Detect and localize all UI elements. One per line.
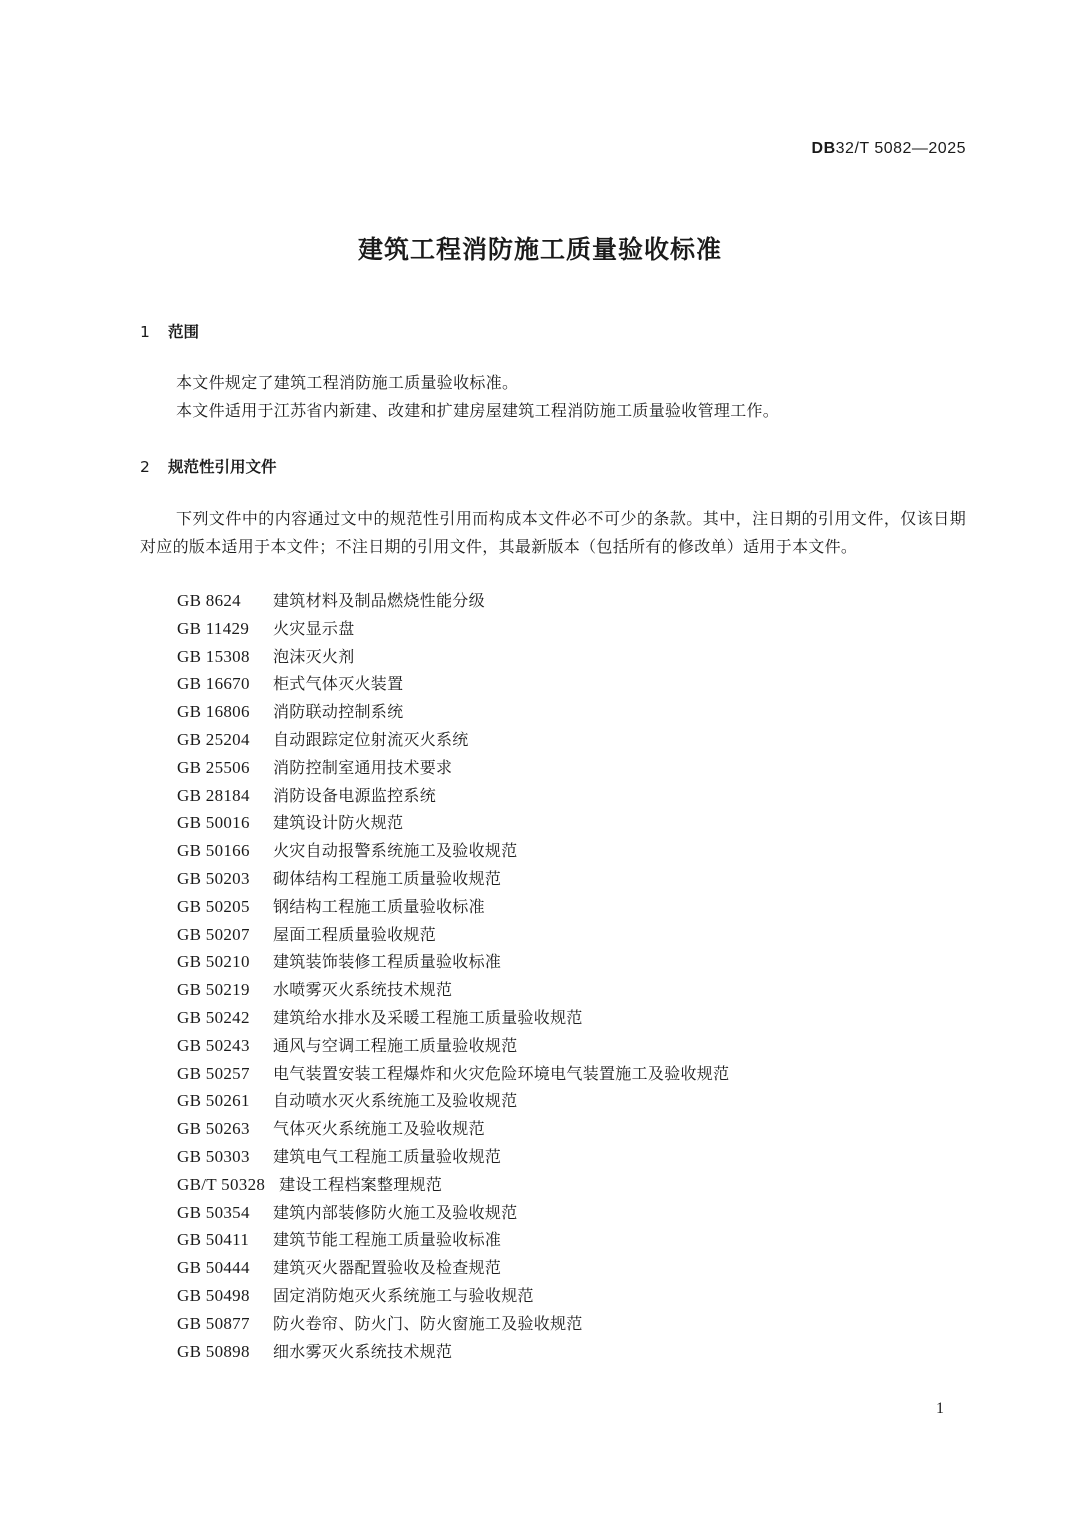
reference-code: GB 50261: [177, 1091, 250, 1111]
reference-title: 建设工程档案整理规范: [279, 1174, 443, 1194]
reference-title: 建筑电气工程施工质量验收规范: [273, 1146, 502, 1166]
reference-code: GB 8624: [177, 591, 241, 610]
reference-item: [177, 754, 729, 782]
reference-code: GB 25204: [177, 729, 250, 749]
reference-title: 建筑给水排水及采暖工程施工质量验收规范: [273, 1007, 583, 1027]
section-heading-normative-references: [140, 455, 277, 477]
reference-item: [177, 1115, 729, 1143]
reference-item: [177, 1282, 729, 1310]
reference-code: GB/T 50328: [177, 1174, 266, 1194]
reference-code: GB 50242: [177, 1007, 250, 1027]
reference-title: 建筑内部装修防火施工及验收规范: [273, 1202, 518, 1222]
page-number: 1: [936, 1400, 944, 1417]
reference-item: [177, 1338, 729, 1366]
reference-item: [177, 782, 729, 810]
reference-item: [177, 726, 729, 754]
reference-title: 固定消防炮灭火系统施工与验收规范: [273, 1285, 534, 1305]
reference-item: [177, 1087, 729, 1115]
reference-item: [177, 1060, 729, 1088]
reference-title: 消防控制室通用技术要求: [273, 757, 453, 777]
document-title: 建筑工程消防施工质量验收标准: [357, 235, 722, 264]
standard-code-prefix: DB: [811, 140, 836, 157]
reference-title: 建筑装饰装修工程质量验收标准: [273, 952, 502, 972]
section-title: 范围: [168, 323, 200, 341]
reference-item: [177, 865, 729, 893]
reference-code: GB 50257: [177, 1063, 250, 1083]
reference-code: GB 50411: [177, 1230, 250, 1250]
reference-title: 钢结构工程施工质量验收标准: [273, 896, 485, 916]
reference-item: [177, 893, 729, 921]
reference-code: GB 50354: [177, 1202, 250, 1222]
reference-code: GB 50207: [177, 924, 250, 944]
reference-title: 火灾自动报警系统施工及验收规范: [273, 841, 518, 861]
reference-code: GB 50877: [177, 1313, 250, 1333]
reference-item: [177, 1032, 729, 1060]
reference-code: GB 50444: [177, 1258, 250, 1278]
section-heading-scope: [140, 320, 199, 342]
reference-item: [177, 1310, 729, 1338]
reference-item: [177, 698, 729, 726]
reference-title: 电气装置安装工程爆炸和火灾危险环境电气装置施工及验收规范: [273, 1063, 730, 1083]
reference-code: GB 11429: [177, 618, 250, 638]
reference-code: GB 50898: [177, 1341, 250, 1361]
reference-item: [177, 921, 729, 949]
reference-title: 建筑节能工程施工质量验收标准: [273, 1230, 502, 1250]
reference-title: 屋面工程质量验收规范: [273, 924, 437, 944]
reference-title: 自动喷水灭火系统施工及验收规范: [273, 1091, 518, 1111]
reference-item: [177, 643, 729, 671]
reference-title: 通风与空调工程施工质量验收规范: [273, 1035, 518, 1055]
reference-title: 泡沫灭火剂: [273, 646, 355, 666]
reference-code: GB 50498: [177, 1285, 250, 1305]
reference-item: [177, 670, 729, 698]
reference-code: GB 28184: [177, 785, 250, 805]
reference-item: [177, 1254, 729, 1282]
reference-item: [177, 948, 729, 976]
reference-title: 自动跟踪定位射流灭火系统: [273, 729, 469, 749]
reference-code: GB 50203: [177, 868, 250, 888]
reference-code: GB 50219: [177, 980, 250, 1000]
reference-item: [177, 1226, 729, 1254]
reference-title: 防火卷帘、防火门、防火窗施工及验收规范: [273, 1313, 583, 1333]
reference-item: [177, 809, 729, 837]
reference-title: 消防设备电源监控系统: [273, 785, 437, 805]
standard-code: [812, 140, 966, 158]
reference-code: GB 50303: [177, 1146, 250, 1166]
reference-title: 消防联动控制系统: [273, 702, 404, 722]
reference-code: GB 50205: [177, 896, 250, 916]
reference-code: GB 16670: [177, 674, 250, 694]
reference-code: GB 16806: [177, 702, 250, 722]
reference-code: GB 50016: [177, 813, 250, 833]
reference-title: 建筑材料及制品燃烧性能分级: [273, 591, 485, 610]
reference-item: [177, 1004, 729, 1032]
reference-title: 细水雾灭火系统技术规范: [273, 1341, 453, 1361]
reference-code: GB 25506: [177, 757, 250, 777]
reference-title: 火灾显示盘: [273, 618, 355, 638]
reference-item: [177, 1143, 729, 1171]
reference-item: [177, 837, 729, 865]
standard-code-number: 32/T 5082—2025: [835, 140, 966, 157]
reference-title: 建筑灭火器配置验收及检查规范: [273, 1258, 502, 1278]
reference-code: GB 50243: [177, 1035, 250, 1055]
reference-list: [177, 587, 729, 1365]
reference-item: [177, 1171, 729, 1199]
reference-title: 砌体结构工程施工质量验收规范: [273, 868, 502, 888]
reference-item: [177, 587, 729, 615]
section-title: 规范性引用文件: [168, 458, 277, 476]
reference-item: [177, 615, 729, 643]
reference-title: 建筑设计防火规范: [273, 813, 404, 833]
reference-code: GB 15308: [177, 646, 250, 666]
reference-code: GB 50263: [177, 1119, 250, 1139]
reference-title: 柜式气体灭火装置: [273, 674, 404, 694]
reference-code: GB 50210: [177, 952, 250, 972]
reference-title: 水喷雾灭火系统技术规范: [273, 980, 453, 1000]
scope-paragraph: 本文件适用于江苏省内新建、改建和扩建房屋建筑工程消防施工质量验收管理工作。: [176, 401, 780, 420]
section-number: 1: [140, 323, 150, 341]
reference-code: GB 50166: [177, 841, 250, 861]
section-number: 2: [140, 458, 150, 476]
references-intro-paragraph: 下列文件中的内容通过文中的规范性引用而构成本文件必不可少的条款。其中，注日期的引用文件，仅该日期对应的版本适用于本文件；不注日期的引用文件，其最新版本（包括所有的修改单）适用于本文件。: [140, 509, 966, 556]
reference-title: 气体灭火系统施工及验收规范: [273, 1119, 485, 1139]
scope-paragraph: 本文件规定了建筑工程消防施工质量验收标准。: [176, 373, 519, 392]
reference-item: [177, 976, 729, 1004]
reference-item: [177, 1199, 729, 1227]
